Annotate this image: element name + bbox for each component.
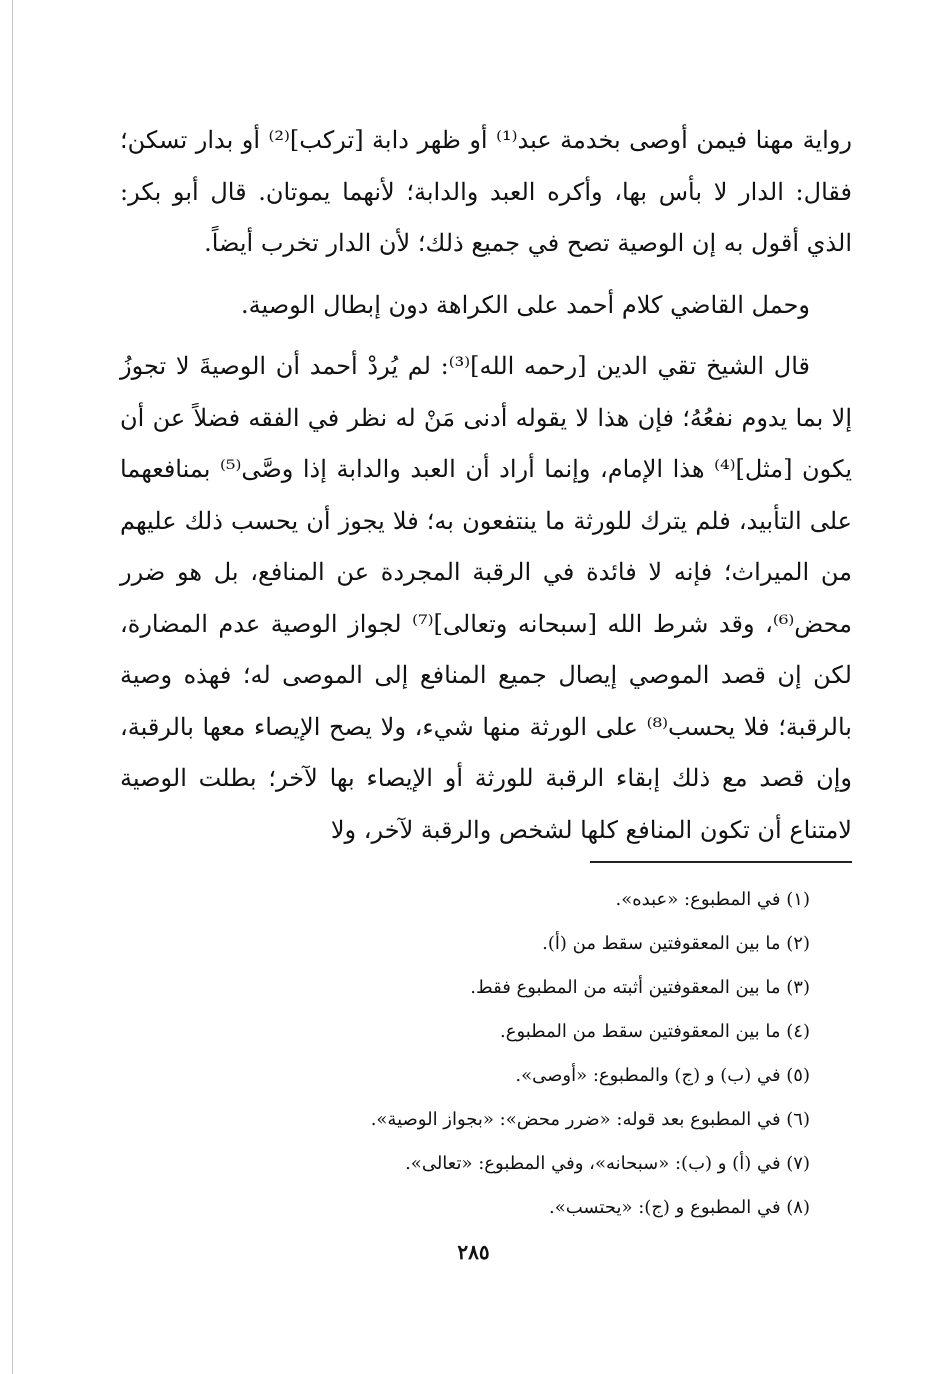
body-paragraph-2: وحمل القاضي كلام أحمد على الكراهة دون إبطال الوصية. xyxy=(240,290,810,319)
page-edge-line xyxy=(12,0,13,1374)
body-paragraph-1: رواية مهنا فيمن أوصى بخدمة عبد⁽¹⁾ أو ظهر دابة [تركب]⁽²⁾ أو بدار تسكن؛ فقال: الدار لا بأس بها، وأكره العبد والدابة؛ لأنهما يموتان. قال أبو بكر: الذي أقول به إن الوصية تصح في جميع ذلك؛ لأن الدار تخرب أيضاً. xyxy=(120,126,852,257)
footnote-separator xyxy=(590,861,852,863)
footnotes-list xyxy=(120,878,810,1230)
footnote-1: (١) في المطبوع: «عبده». xyxy=(615,889,810,910)
footnote-3: (٣) ما بين المعقوفتين أثبته من المطبوع فقط. xyxy=(470,977,810,998)
main-text-block xyxy=(120,115,852,856)
footnote-5: (٥) في (ب) و (ج) والمطبوع: «أوصى». xyxy=(515,1065,810,1086)
footnote-8: (٨) في المطبوع و (ج): «يحتسب». xyxy=(548,1197,810,1218)
body-paragraph-3: قال الشيخ تقي الدين [رحمه الله]⁽³⁾: لم يُردْ أحمد أن الوصيةَ لا تجوزُ إلا بما يدوم نفعُهُ؛ فإن هذا لا يقوله أدنى مَنْ له نظر في الفقه فضلاً عن أن يكون [مثل]⁽⁴⁾ هذا الإمام، وإنما أراد أن العبد والدابة إذا وصَّى⁽⁵⁾ بمنافعهما على التأبيد، فلم يترك للورثة ما ينتفعون به؛ فلا يجوز أن يحسب ذلك عليهم من الميراث؛ فإنه لا فائدة في الرقبة المجردة عن المنافع، بل هو ضرر محض⁽⁶⁾، وقد شرط الله [سبحانه وتعالى]⁽⁷⁾ لجواز الوصية عدم المضارة، لكن إن قصد الموصي إيصال جميع المنافع إلى الموصى له؛ فهذه وصية بالرقبة؛ فلا يحسب⁽⁸⁾ على الورثة منها شيء، ولا يصح الإيصاء معها بالرقبة، وإن قصد مع ذلك إبقاء الرقبة للورثة أو الإيصاء بها لآخر؛ بطلت الوصية لامتناع أن تكون المنافع كلها لشخص والرقبة لآخر، ولا xyxy=(120,352,853,844)
page-number: ٢٨٥ xyxy=(457,1240,490,1264)
footnote-7: (٧) في (أ) و (ب): «سبحانه»، وفي المطبوع: «تعالى». xyxy=(405,1153,810,1174)
footnote-2: (٢) ما بين المعقوفتين سقط من (أ). xyxy=(542,933,810,954)
footnote-4: (٤) ما بين المعقوفتين سقط من المطبوع. xyxy=(500,1021,810,1042)
footnote-6: (٦) في المطبوع بعد قوله: «ضرر محض»: «بجواز الوصية». xyxy=(370,1109,810,1130)
